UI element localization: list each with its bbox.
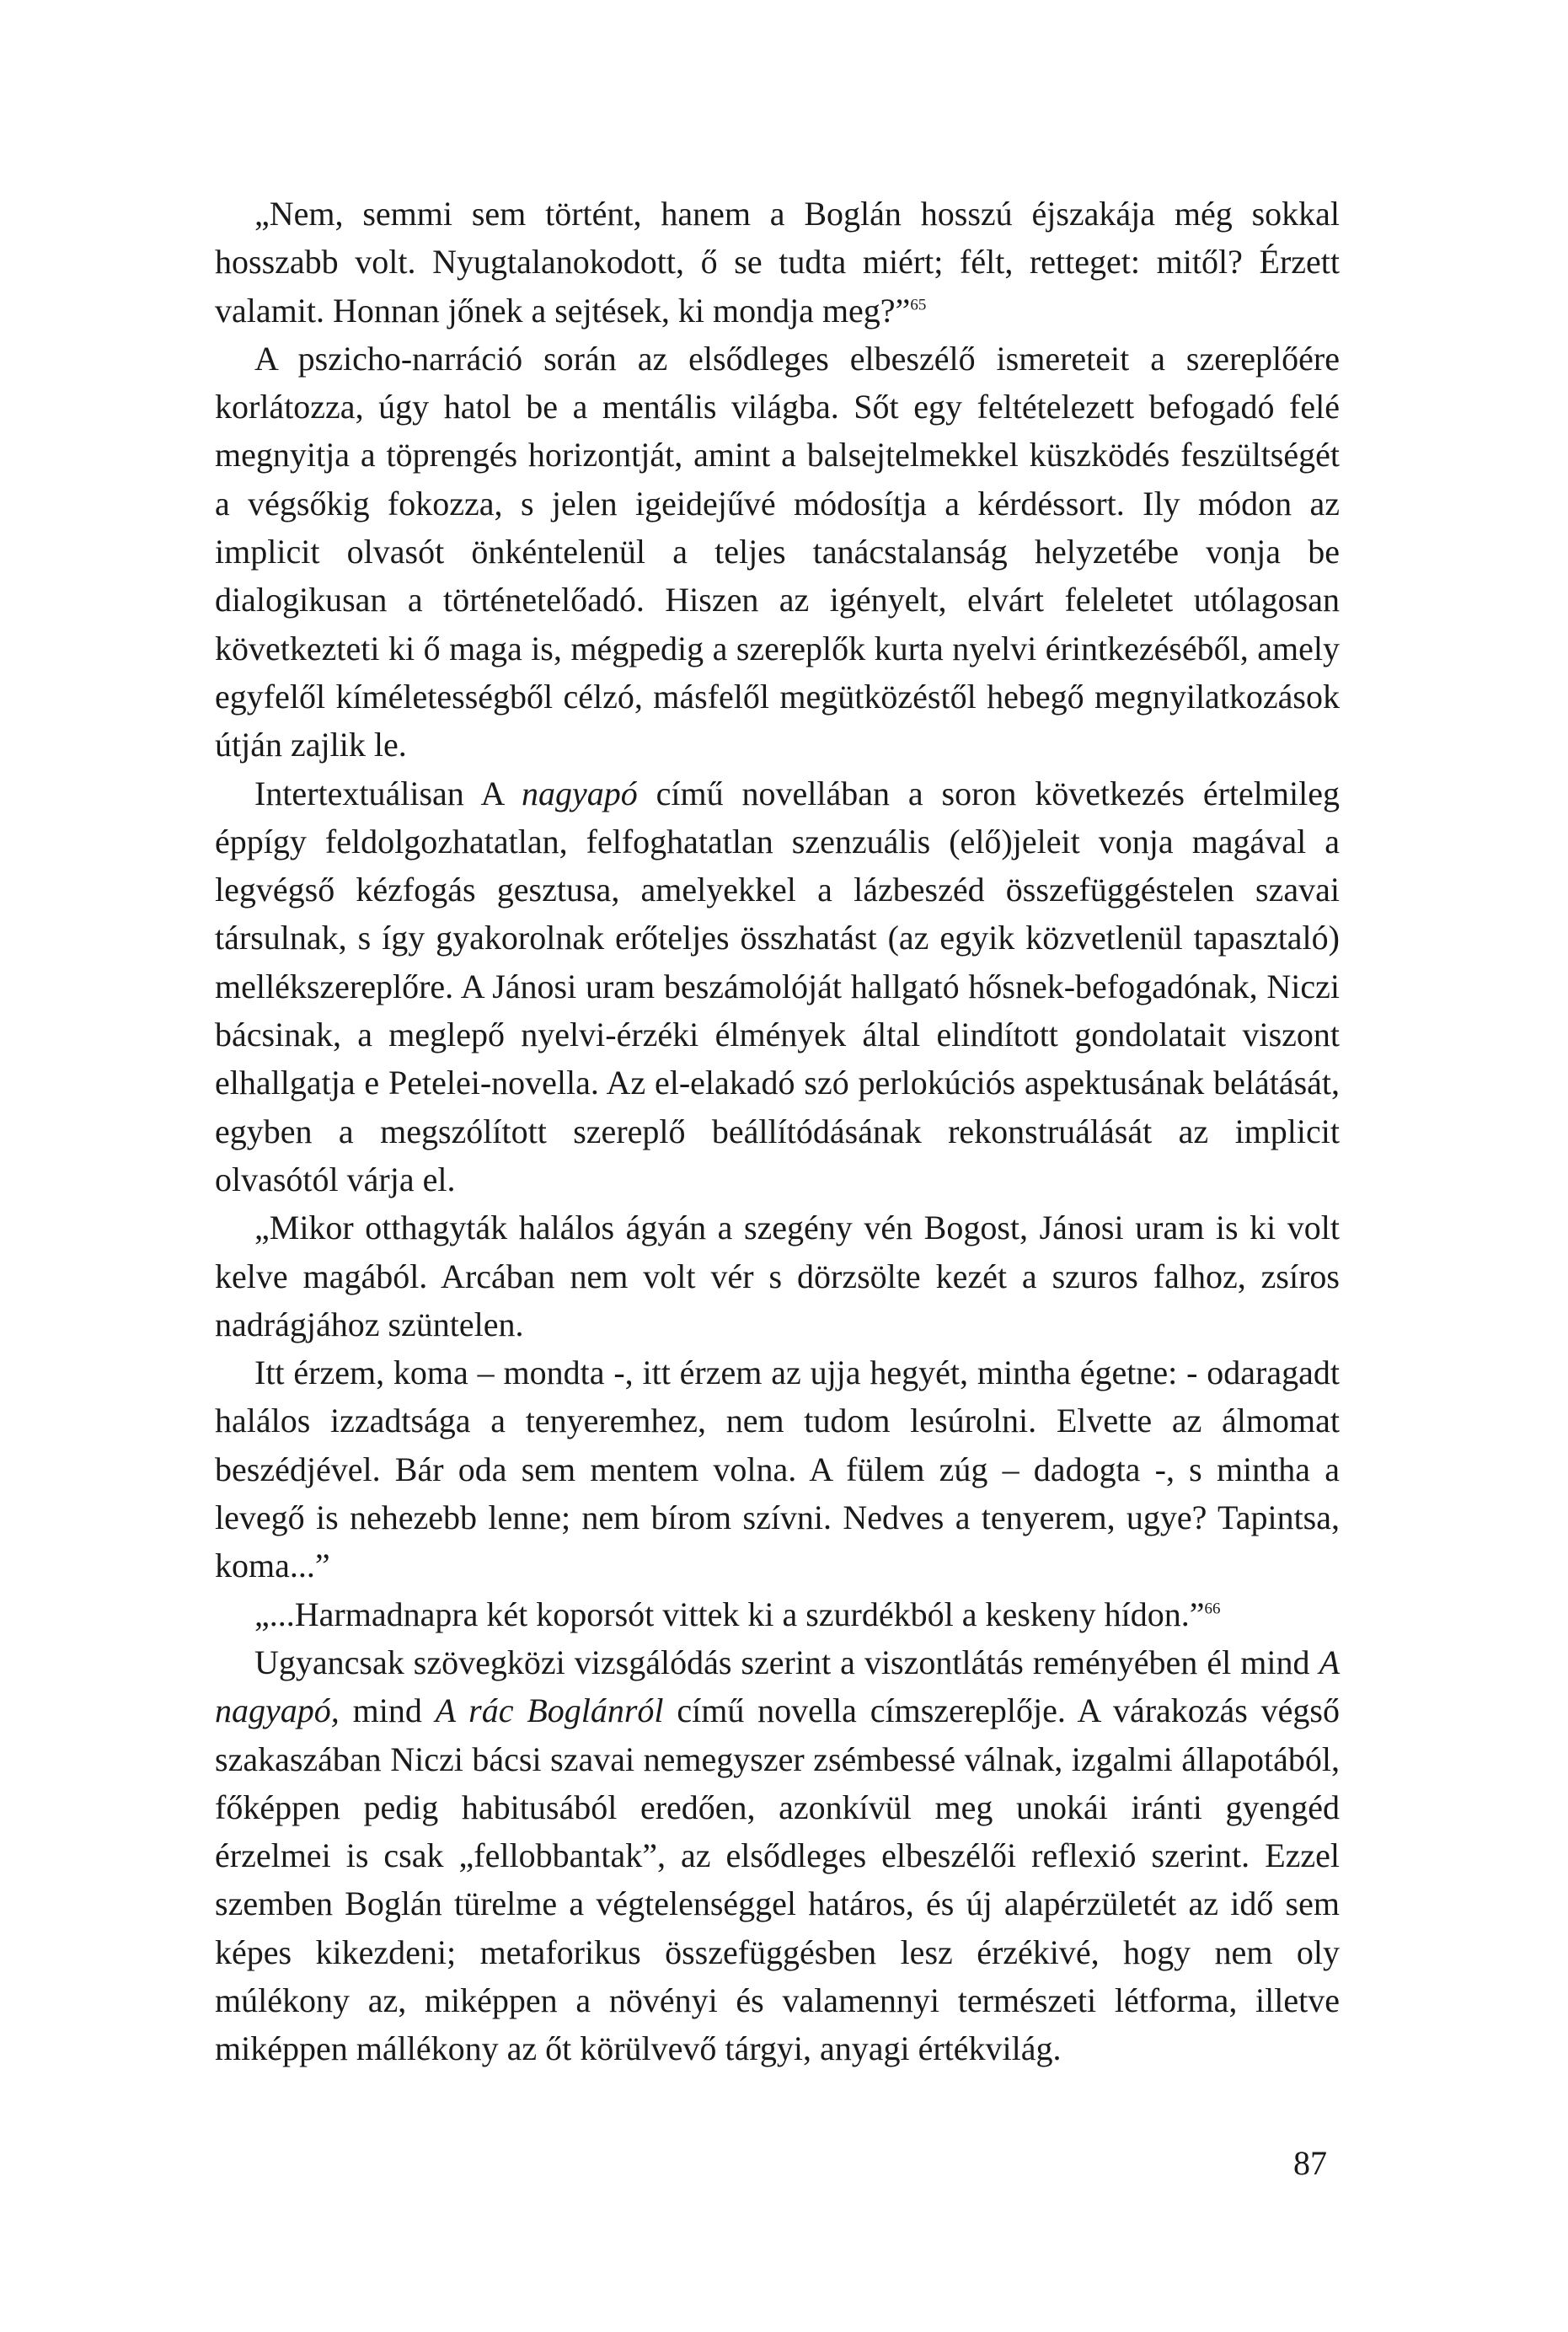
italic-title: A nagyapó,: [215, 1643, 1340, 1730]
text-run: című novellában a soron következés értelmileg éppígy feldolgozhatatlan, felfoghatatlan szenzuális (elő)jeleit vonja magával a legvégső kézfogás gesztusa, amelyekkel a lázbeszéd összefüggéstelen szavai társulnak, s így gyakorolnak erőteljes összhatást (az egyik közvetlenül tapasztaló) mellékszereplőre. A Jánosi uram beszámolóját hallgató hősnek-befogadónak, Niczi bácsinak, a meglepő nyelvi-érzéki élmények által elindított gondolatait viszont elhallgatja e Petelei-novella. Az el-elakadó szó perlokúciós aspektusának belátását, egyben a megszólított szereplő beállítódásának rekonstruálását az implicit olvasótól várja el.: [215, 774, 1340, 1198]
paragraph: [215, 1638, 1340, 2073]
text-run: mind: [339, 1691, 436, 1730]
paragraph: [215, 1348, 1340, 1590]
text-run: Itt érzem, koma – mondta -, itt érzem az ujja hegyét, mintha égetne: - odaragadt halálos izzadtsága a tenyeremhez, nem tudom lesúrolni. Elvette az álmomat beszédjével. Bár oda sem mentem volna. A fülem zúg – dadogta -, s mintha a levegő is nehezebb lenne; nem bírom szívni. Nedves a tenyerem, ugye? Tapintsa, koma...”: [215, 1354, 1340, 1585]
text-run: „Mikor otthagyták halálos ágyán a szegény vén Bogost, Jánosi uram is ki volt kelve magából. Arcában nem volt vér s dörzsölte kezét a szuros falhoz, zsíros nadrágjához szüntelen.: [215, 1209, 1340, 1343]
text-run: A pszicho-narráció során az elsődleges elbeszélő ismereteit a szereplőére korlátozza, úgy hatol be a mentális világba. Sőt egy feltételezett befogadó felé megnyitja a töprengés horizontját, amint a balsejtelmekkel küszködés feszültségét a végsőkig fokozza, s jelen igeidejűvé módosítja a kérdéssort. Ily módon az implicit olvasót önkéntelenül a teljes tanácstalanság helyzetébe vonja be dialogikusan a történetelőadó. Hiszen az igényelt, elvárt feleletet utólagosan következteti ki ő maga is, mégpedig a szereplők kurta nyelvi érintkezéséből, amely egyfelől kíméletességből célzó, másfelől megütközéstől hebegő megnyilatkozások útján zajlik le.: [215, 339, 1340, 764]
paragraph: [215, 190, 1340, 335]
italic-title: nagyapó: [522, 774, 638, 812]
footnote-ref: 66: [1204, 1600, 1221, 1618]
text-run: Intertextuálisan A: [254, 774, 522, 812]
body-text: [215, 190, 1340, 2073]
footnote-ref: 65: [910, 296, 927, 314]
text-run: „...Harmadnapra két koporsót vittek ki a szurdékból a keskeny hídon.”: [254, 1595, 1205, 1633]
paragraph: [215, 1590, 1340, 1638]
paragraph: [215, 335, 1340, 769]
paragraph: [215, 769, 1340, 1204]
page-number: 87: [1293, 2144, 1327, 2182]
paragraph: [215, 1204, 1340, 1348]
italic-title: A rác Boglánról: [435, 1691, 664, 1730]
text-run: „Nem, semmi sem történt, hanem a Boglán hosszú éjszakája még sokkal hosszabb volt. Nyugtalanokodott, ő se tudta miért; félt, retteget: mitől? Érzett valamit. Honnan jőnek a sejtések, ki mondja meg?”: [215, 195, 1340, 330]
text-run: Ugyancsak szövegközi vizsgálódás szerint a viszontlátás reményében él mind: [254, 1643, 1319, 1681]
text-run: című novella címszereplője. A várakozás végső szakaszában Niczi bácsi szavai nemegyszer zsémbessé válnak, izgalmi állapotából, főképpen pedig habitusából eredően, azonkívül meg unokái iránti gyengéd érzelmei is csak „fellobbantak”, az elsődleges elbeszélői reflexió szerint. Ezzel szemben Boglán türelme a végtelenséggel határos, és új alapérzületét az idő sem képes kikezdeni; metaforikus összefüggésben lesz érzékivé, hogy nem oly múlékony az, miképpen a növényi és valamennyi természeti létforma, illetve miképpen mállékony az őt körülvevő tárgyi, anyagi értékvilág.: [215, 1691, 1340, 2068]
